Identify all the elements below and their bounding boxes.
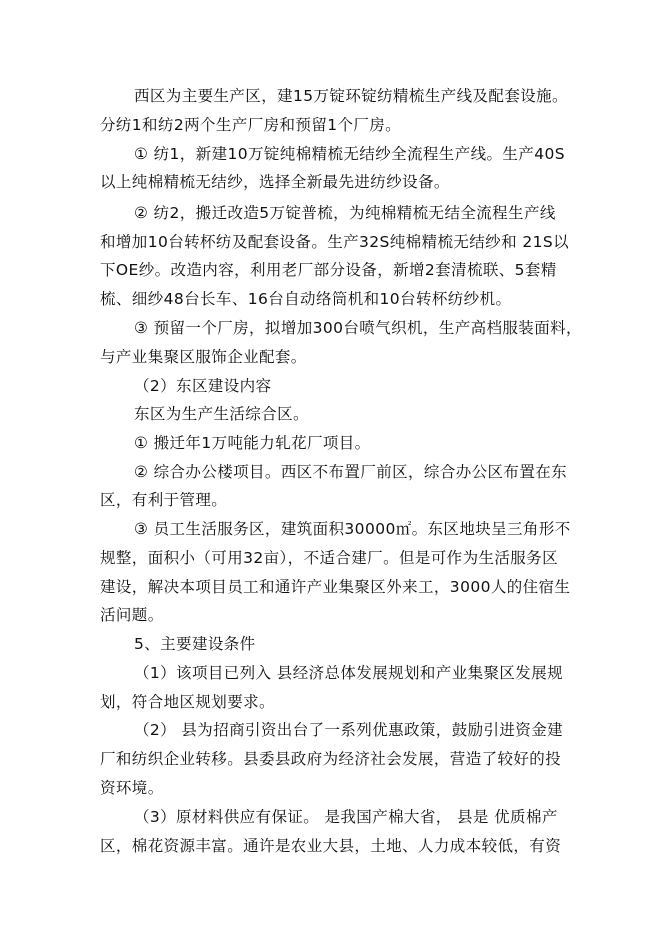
- text-line: ③ 预留一个厂房，拟增加300台喷气织机，生产高档服装面料，: [134, 319, 582, 337]
- text-line: 划，符合地区规划要求。: [100, 693, 275, 711]
- text-line: 资环境。: [100, 779, 164, 797]
- text-line: 建设，解决本项目员工和通许产业集聚区外来工，3000人的住宿生: [100, 578, 571, 596]
- text-line: ① 搬迁年1万吨能力轧花厂项目。: [134, 434, 371, 452]
- text-line: ③ 员工生活服务区，建筑面积30000㎡。东区地块呈三角形不: [134, 520, 571, 538]
- section-heading: 5、主要建设条件: [134, 635, 256, 653]
- text-line: （3）原材料供应有保证。 是我国产棉大省， 县是 优质棉产: [134, 808, 558, 826]
- text-line: 厂和纺织企业转移。县委县政府为经济社会发展，营造了较好的投: [100, 750, 562, 768]
- text-line: ② 纺2，搬迁改造5万锭普梳，为纯棉精梳无结全流程生产线: [134, 204, 556, 222]
- text-line: 东区为生产生活综合区。: [134, 405, 309, 423]
- text-line: 与产业集聚区服饰企业配套。: [100, 348, 307, 366]
- text-line: 活问题。: [100, 606, 164, 624]
- text-line: ② 综合办公楼项目。西区不布置厂前区，综合办公区布置在东: [134, 463, 568, 481]
- text-line: 和增加10台转杯纺及配套设备。生产32S纯棉精梳无结纱和 21S以: [100, 233, 569, 251]
- text-line: （2） 县为招商引资出台了一系列优惠政策，鼓励引进资金建: [134, 721, 563, 739]
- text-line: 区，有利于管理。: [100, 491, 228, 509]
- section-heading: （2）东区建设内容: [134, 377, 272, 395]
- text-line: 区，棉花资源丰富。通许是农业大县，土地、人力成本较低，有资: [100, 837, 562, 855]
- text-line: ① 纺1，新建10万锭纯棉精梳无结纱全流程生产线。生产40S: [134, 145, 565, 163]
- text-line: 梳、细纱48台长车、16台自动络筒机和10台转杯纺纱机。: [100, 290, 512, 308]
- text-line: 规整，面积小（可用32亩），不适合建厂。但是可作为生活服务区: [100, 549, 558, 567]
- text-line: 以上纯棉精梳无结纱，选择全新最先进纺纱设备。: [100, 173, 450, 191]
- text-line: （1）该项目已列入 县经济总体发展规划和产业集聚区发展规: [134, 664, 563, 682]
- text-line: 分纺1和纺2两个生产厂房和预留1个厂房。: [100, 116, 402, 134]
- text-line: 西区为主要生产区，建15万锭环锭纺精梳生产线及配套设施。: [134, 87, 568, 105]
- text-line: 下OE纱。改造内容，利用老厂部分设备，新增2套清梳联、5套精: [100, 261, 557, 279]
